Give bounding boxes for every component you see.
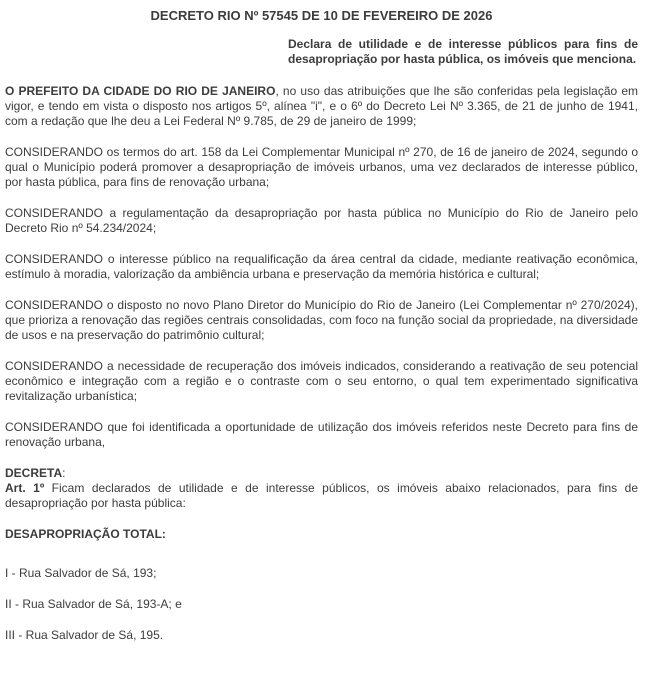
article-1-label: Art. 1º bbox=[5, 481, 45, 495]
decree-summary: Declara de utilidade e de interesse públicos para fins de desapropriação por hasta pública, os imóveis que menciona. bbox=[288, 37, 638, 66]
decree-title: DECRETO RIO Nº 57545 DE 10 DE FEVEREIRO DE 2026 bbox=[150, 8, 493, 23]
preamble-body: , no uso das atribuições que lhe são conferidas pela legislação em vigor, e tendo em vista o disposto nos artigos 5º, alínea "i", e o 6º do Decreto Lei Nº 3.365, de 21 de junho de 1941, com a redação que lhe deu a Lei Federal Nº 9.785, de 29 de janeiro de 1999; bbox=[5, 84, 638, 128]
considerando-paragraph-2: CONSIDERANDO a regulamentação da desapropriação por hasta pública no Município do Rio de Janeiro pelo Decreto Rio nº 54.234/2024; bbox=[5, 206, 638, 235]
property-item-2: II - Rua Salvador de Sá, 193-A; e bbox=[5, 597, 182, 611]
article-1 bbox=[5, 481, 638, 510]
considerando-paragraph-4: CONSIDERANDO o disposto no novo Plano Diretor do Município do Rio de Janeiro (Lei Complementar nº 270/2024), que prioriza a renovação das regiões centrais consolidadas, com foco na função social da propriedade, na diversidade de usos e na preservação do patrimônio cultural; bbox=[5, 298, 638, 342]
considerando-paragraph-3: CONSIDERANDO o interesse público na requalificação da área central da cidade, mediante reativação econômica, estímulo à moradia, valorização da ambiência urbana e preservação da memória histórica e cultural; bbox=[5, 252, 638, 281]
decreta-label: DECRETA bbox=[5, 466, 63, 480]
preamble-lead: O PREFEITO DA CIDADE DO RIO DE JANEIRO bbox=[5, 84, 276, 98]
article-1-text: Ficam declarados de utilidade e de interesse públicos, os imóveis abaixo relacionados, para fins de desapropriação por hasta pública: bbox=[5, 481, 638, 510]
decree-preamble bbox=[5, 84, 638, 129]
decreta-label-line bbox=[5, 466, 638, 481]
expropriation-section-heading: DESAPROPRIAÇÃO TOTAL: bbox=[5, 527, 166, 541]
property-item-3: III - Rua Salvador de Sá, 195. bbox=[5, 628, 164, 642]
considerando-paragraph-1: CONSIDERANDO os termos do art. 158 da Lei Complementar Municipal nº 270, de 16 de janeiro de 2024, segundo o qual o Município poderá promover a desapropriação de imóveis urbanos, uma vez declarados de interesse público, por hasta pública, para fins de renovação urbana; bbox=[5, 145, 638, 189]
decreta-colon: : bbox=[62, 466, 66, 480]
considerando-paragraph-5: CONSIDERANDO a necessidade de recuperação dos imóveis indicados, considerando a reativação de seu potencial econômico e integração com a região e o contraste com o seu entorno, o qual tem experimentado significativa revitalização urbanística; bbox=[5, 359, 638, 403]
property-item-1: I - Rua Salvador de Sá, 193; bbox=[5, 566, 157, 580]
considerando-paragraph-6: CONSIDERANDO que foi identificada a oportunidade de utilização dos imóveis referidos neste Decreto para fins de renovação urbana, bbox=[5, 420, 638, 449]
decreta-block bbox=[5, 466, 638, 511]
